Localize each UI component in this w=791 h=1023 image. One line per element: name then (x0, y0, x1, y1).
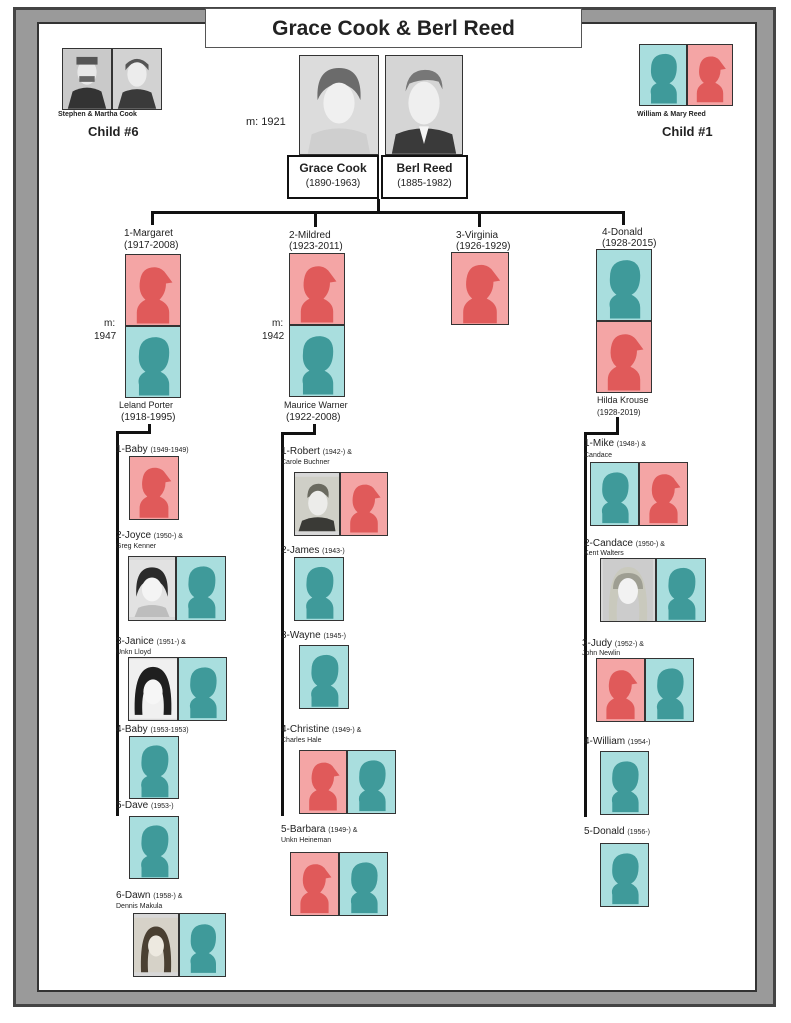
unkn-lloyd-silhouette-icon (178, 657, 227, 721)
margaret-dates: (1917-2008) (124, 240, 179, 251)
charles-hale-name: Charles Hale (281, 737, 322, 744)
james-silhouette-icon (294, 557, 344, 621)
drop-line-virginia (478, 211, 481, 227)
candace-walters-photo (600, 558, 656, 622)
margaret-marriage-year: 1947 (94, 331, 117, 342)
left-child-label: Child #6 (88, 124, 139, 139)
john-newlin-name: John Newlin (582, 650, 621, 657)
greg-kenner-silhouette-icon (176, 556, 226, 621)
donald-kid-3: 3-Judy (1952-) & (582, 638, 644, 649)
mildred-marriage-label: m: (272, 318, 284, 329)
leland-porter-dates: (1918-1995) (121, 412, 176, 423)
william-reed-silhouette-icon (639, 44, 687, 106)
judy-silhouette-icon (596, 658, 645, 722)
maurice-warner-dates: (1922-2008) (286, 412, 341, 423)
carole-buchner-silhouette-icon (340, 472, 388, 536)
couple-marriage-year: m: 1921 (246, 116, 286, 128)
donald-kids-connector-h (584, 432, 619, 435)
mildred-name: 2-Mildred (289, 230, 331, 241)
margaret-silhouette-icon (125, 254, 181, 326)
donald-kid-4: 4-William (1954-) (584, 736, 651, 747)
berl-reed-dates: (1885-1982) (397, 178, 452, 189)
dennis-makula-silhouette-icon (179, 913, 226, 977)
candace-silhouette-icon (639, 462, 688, 526)
margaret-kid-2: 2-Joyce (1950-) & (116, 530, 183, 541)
margaret-kid-5: 5-Dave (1953-) (116, 800, 174, 811)
virginia-name: 3-Virginia (456, 230, 499, 241)
margaret-kid-4: 4-Baby (1953-1953) (116, 724, 189, 735)
wayne-silhouette-icon (299, 645, 349, 709)
donald-kid-5: 5-Donald (1956-) (584, 826, 650, 837)
virginia-dates: (1926-1929) (456, 241, 511, 252)
kent-walters-name: Kent Walters (584, 550, 624, 557)
children-bar-line (151, 211, 625, 214)
hilda-krouse-name: Hilda Krouse (597, 395, 649, 405)
unkn-lloyd-name: Unkn Lloyd (116, 649, 152, 656)
candace-spouse-name: Candace (584, 452, 613, 459)
right-grandparents-names: William & Mary Reed (637, 111, 706, 118)
christine-silhouette-icon (299, 750, 347, 814)
mike-silhouette-icon (590, 462, 639, 526)
grace-cook-photo (299, 55, 379, 155)
margaret-kid-6: 6-Dawn (1958-) & (116, 890, 183, 901)
stephen-cook-photo (62, 48, 112, 110)
mildred-dates: (1923-2011) (289, 241, 343, 252)
virginia-silhouette-icon (451, 252, 509, 325)
donald-jr-silhouette-icon (600, 843, 649, 907)
mildred-kid-1: 1-Robert (1942-) & (281, 446, 352, 457)
maurice-warner-silhouette-icon (289, 325, 345, 397)
dawn-photo (133, 913, 179, 977)
kid-dates: (1949-1949) (150, 447, 189, 454)
donald-silhouette-icon (596, 249, 652, 321)
barbara-silhouette-icon (290, 852, 339, 916)
maurice-warner-name: Maurice Warner (284, 400, 348, 410)
dennis-makula-name: Dennis Makula (116, 903, 163, 910)
drop-line-mildred (314, 211, 317, 227)
martha-cook-photo (112, 48, 162, 110)
donald-kids-vertical-line (584, 432, 587, 817)
mildred-kid-5: 5-Barbara (1949-) & (281, 824, 358, 835)
grace-cook-dates: (1890-1963) (305, 178, 361, 189)
charles-hale-silhouette-icon (347, 750, 396, 814)
leland-porter-silhouette-icon (125, 326, 181, 398)
hilda-krouse-silhouette-icon (596, 321, 652, 393)
kid-name: 1-Baby (116, 444, 148, 455)
margaret-kids-vertical-line (116, 431, 119, 816)
donald-kid-2: 2-Candace (1950-) & (584, 538, 665, 549)
john-newlin-silhouette-icon (645, 658, 694, 722)
donald-name: 4-Donald (602, 227, 643, 238)
margaret-kid-3: 3-Janice (1951-) & (116, 636, 186, 647)
left-grandparents-names: Stephen & Martha Cook (58, 111, 137, 118)
mildred-silhouette-icon (289, 253, 345, 325)
william-silhouette-icon (600, 751, 649, 815)
berl-reed-name: Berl Reed (396, 161, 453, 175)
grace-cook-namebox (287, 155, 379, 199)
greg-kenner-name: Greg Kenner (116, 543, 157, 550)
margaret-marriage-label: m: (104, 318, 116, 329)
mildred-kid-4: 4-Christine (1949-) & (281, 724, 362, 735)
mildred-kid-2: 2-James (1943-) (281, 545, 345, 556)
drop-line-margaret (151, 211, 154, 225)
right-child-label: Child #1 (662, 124, 713, 139)
robert-photo (294, 472, 340, 536)
margaret-kid-1 (116, 444, 189, 456)
baby-1949-silhouette-icon (129, 456, 179, 520)
baby-1953-silhouette-icon (129, 736, 179, 799)
leland-porter-name: Leland Porter (119, 400, 174, 410)
mildred-marriage-year: 1942 (262, 331, 285, 342)
mildred-kid-3: 3-Wayne (1945-) (281, 630, 347, 641)
unkn-heineman-silhouette-icon (339, 852, 388, 916)
unkn-heineman-name: Unkn Heineman (281, 837, 332, 844)
kent-walters-silhouette-icon (656, 558, 706, 622)
margaret-kids-connector-h (116, 431, 151, 434)
hilda-krouse-dates: (1928-2019) (597, 408, 641, 417)
donald-kid-1: 1-Mike (1948-) & (584, 438, 646, 449)
joyce-photo (128, 556, 176, 621)
dave-silhouette-icon (129, 816, 179, 879)
berl-reed-namebox (381, 155, 468, 199)
drop-line-donald (622, 211, 625, 225)
carole-buchner-name: Carole Buchner (281, 459, 330, 466)
grace-cook-name: Grace Cook (299, 161, 367, 175)
page-title: Grace Cook & Berl Reed (205, 8, 582, 48)
margaret-name: 1-Margaret (124, 228, 173, 239)
donald-dates: (1928-2015) (602, 238, 657, 249)
mildred-kids-vertical-line (281, 432, 284, 816)
mary-reed-silhouette-icon (687, 44, 733, 106)
mildred-kids-connector-h (281, 432, 316, 435)
janice-photo (128, 657, 178, 721)
berl-reed-photo (385, 55, 463, 155)
